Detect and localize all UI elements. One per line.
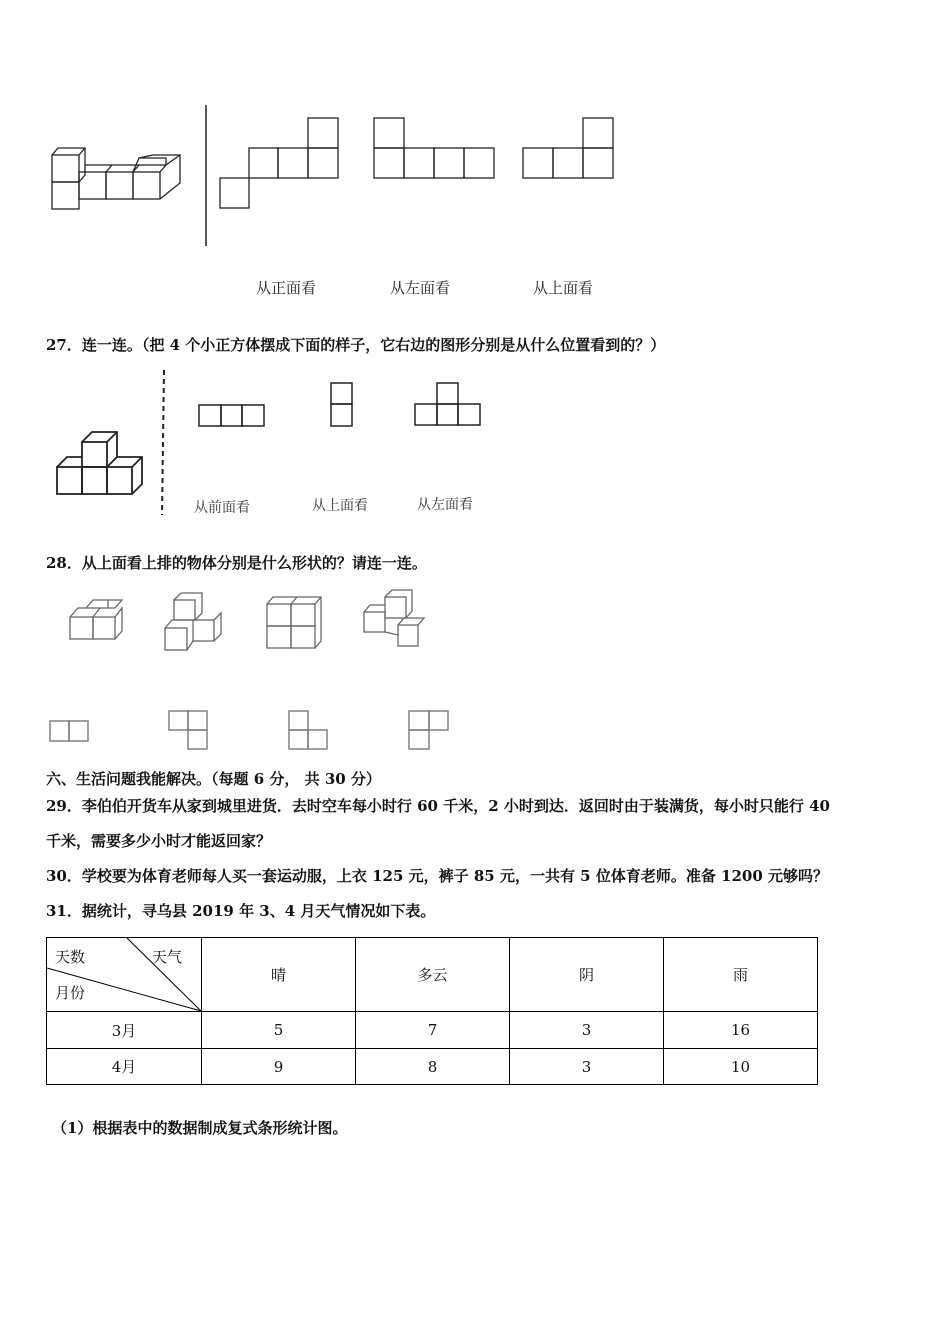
table-cell: 5 bbox=[202, 1012, 356, 1049]
table-cell: 3 bbox=[510, 1012, 664, 1049]
q27-figures bbox=[0, 360, 950, 530]
corner-label-weather: 天气 bbox=[152, 948, 183, 966]
table-corner-cell bbox=[47, 938, 202, 1012]
q26-caption-top: 从上面看 bbox=[533, 279, 594, 297]
table-cell: 8 bbox=[356, 1049, 510, 1084]
q27-caption-front: 从前面看 bbox=[194, 500, 250, 516]
table-cell: 16 bbox=[664, 1012, 817, 1049]
table-header-sunny: 晴 bbox=[202, 938, 356, 1012]
q27-dashed-divider bbox=[162, 370, 164, 515]
table-header-overcast: 阴 bbox=[510, 938, 664, 1012]
table-cell: 7 bbox=[356, 1012, 510, 1049]
weather-table bbox=[46, 937, 818, 1085]
q27-question: 27．连一连。（把 4 个小正方体摆成下面的样子，它右边的图形分别是从什么位置看到的？） bbox=[46, 336, 666, 354]
q31-question: 31．据统计，寻乌县 2019 年 3、4 月天气情况如下表。 bbox=[46, 902, 436, 920]
section6-title: 六、生活问题我能解决。（每题 6 分， 共 30 分） bbox=[46, 770, 381, 788]
table-cell: 9 bbox=[202, 1049, 356, 1084]
q30-question: 30．学校要为体育老师每人买一套运动服，上衣 125 元，裤子 85 元，一共有 5 位体育老师。准备 1200 元够吗？ bbox=[46, 867, 829, 885]
table-header-cloudy: 多云 bbox=[356, 938, 510, 1012]
q28-figures bbox=[0, 580, 950, 760]
q28-question: 28．从上面看上排的物体分别是什么形状的？请连一连。 bbox=[46, 554, 427, 572]
table-cell: 3 bbox=[510, 1049, 664, 1084]
corner-label-month: 月份 bbox=[55, 984, 86, 1002]
q27-caption-top: 从上面看 bbox=[312, 498, 368, 514]
q26-caption-left: 从左面看 bbox=[390, 279, 451, 297]
table-header-rain: 雨 bbox=[664, 938, 817, 1012]
q31-subquestion-1: （1）根据表中的数据制成复式条形统计图。 bbox=[52, 1119, 348, 1137]
table-row-label-march: 3月 bbox=[47, 1012, 202, 1049]
q29-line1: 29．李伯伯开货车从家到城里进货．去时空车每小时行 60 千米，2 小时到达．返回时由于装满货，每小时只能行 40 bbox=[46, 797, 830, 815]
q27-caption-left: 从左面看 bbox=[417, 497, 473, 513]
table-cell: 10 bbox=[730, 1057, 751, 1076]
q26-cube-figure bbox=[0, 0, 950, 320]
q29-line2: 千米，需要多少小时才能返回家？ bbox=[46, 832, 272, 850]
corner-label-days: 天数 bbox=[55, 948, 86, 966]
q26-caption-front: 从正面看 bbox=[256, 279, 317, 297]
table-row-label-april: 4月 bbox=[47, 1049, 202, 1084]
